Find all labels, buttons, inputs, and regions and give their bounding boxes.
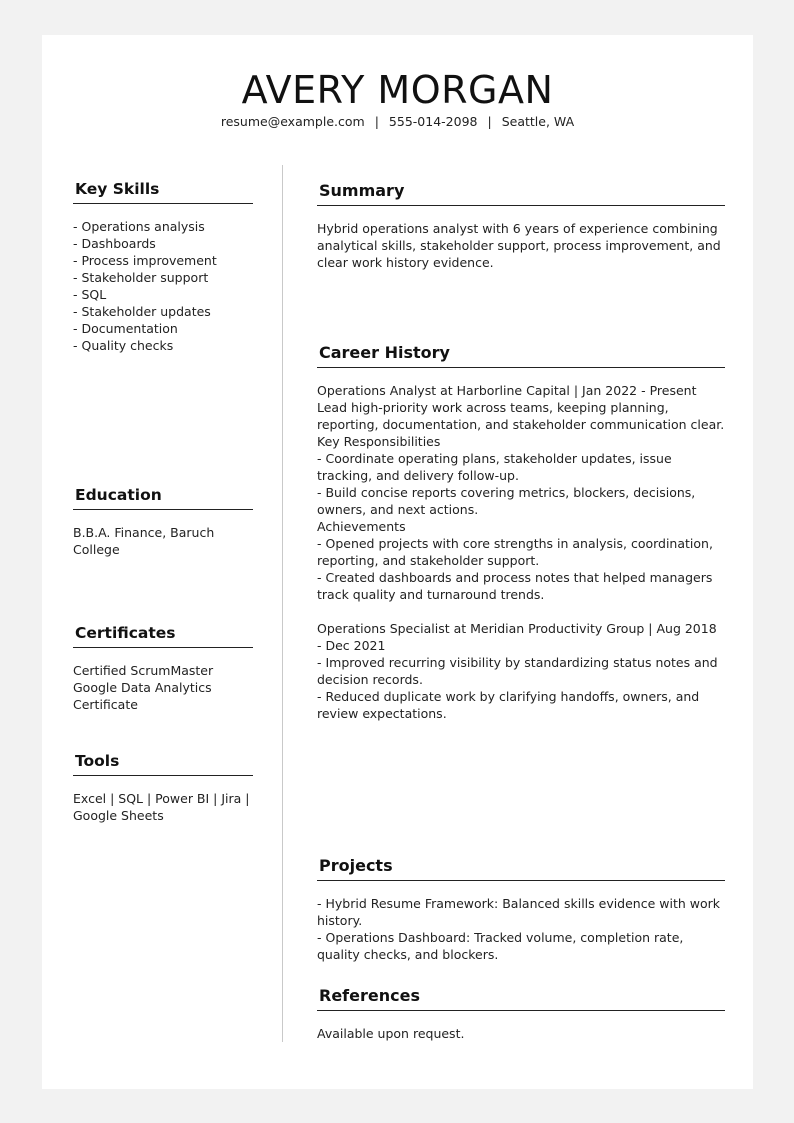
contact-line [42, 114, 753, 130]
subheading: Key Responsibilities [317, 434, 441, 449]
education-text: B.B.A. Finance, Baruch College [73, 525, 215, 557]
skills-list [73, 218, 253, 354]
job-title-line: Operations Analyst at Harborline Capital | Jan 2022 - Present [317, 383, 697, 398]
project-item: - Operations Dashboard: Tracked volume, completion rate, quality checks, and blockers. [317, 930, 684, 962]
tools-list [73, 790, 253, 824]
project-item: - Hybrid Resume Framework: Balanced skills evidence with work history. [317, 896, 721, 928]
column-divider [282, 165, 283, 1042]
projects-section [317, 856, 725, 963]
summary-text: Hybrid operations analyst with 6 years of experience combining analytical skills, stakeholder support, process improvement, and clear work history evidence. [317, 221, 721, 270]
email: resume@example.com [220, 114, 365, 129]
tools-section [73, 751, 253, 824]
job-entry [317, 620, 725, 722]
tools-line: Excel | SQL | Power BI | Jira | [73, 791, 250, 806]
section-heading: Projects [317, 856, 725, 881]
resume-page [42, 35, 753, 1089]
career-history-section [317, 343, 725, 722]
section-heading: Summary [317, 181, 725, 206]
job-entry [317, 382, 725, 603]
candidate-name: AVERY MORGAN [241, 68, 554, 112]
skill-item: - Stakeholder updates [73, 304, 211, 319]
tools-line: Google Sheets [73, 808, 164, 823]
certificate-item: Google Data Analytics [73, 680, 212, 695]
certificates-section [73, 623, 253, 713]
separator: | [487, 114, 492, 129]
skill-item: - Operations analysis [73, 219, 205, 234]
education-section [73, 485, 253, 558]
bullet-item: - Created dashboards and process notes that helped managers track quality and turnaround trends. [317, 570, 713, 602]
separator: | [374, 114, 379, 129]
skill-item: - Process improvement [73, 253, 217, 268]
skill-item: - SQL [73, 287, 107, 302]
references-section [317, 986, 725, 1042]
projects-list [317, 895, 725, 963]
bullet-item: - Improved recurring visibility by standardizing status notes and decision records. [317, 655, 718, 687]
references-text: Available upon request. [317, 1026, 465, 1041]
location: Seattle, WA [501, 114, 575, 129]
section-heading: Certificates [73, 623, 253, 648]
section-heading: Tools [73, 751, 253, 776]
section-heading: References [317, 986, 725, 1011]
subheading: Achievements [317, 519, 406, 534]
section-heading: Education [73, 485, 253, 510]
bullet-item: - Opened projects with core strengths in analysis, coordination, reporting, and stakeholder support. [317, 536, 713, 568]
key-skills-section [73, 179, 253, 354]
bullet-item: - Build concise reports covering metrics, blockers, decisions, owners, and next actions. [317, 485, 696, 517]
skill-item: - Documentation [73, 321, 178, 336]
phone: 555-014-2098 [388, 114, 478, 129]
summary-section [317, 181, 725, 271]
job-title-line: Operations Specialist at Meridian Productivity Group | Aug 2018 - Dec 2021 [317, 621, 717, 653]
certificate-item: Certified ScrumMaster [73, 663, 214, 678]
certificates-list [73, 662, 253, 713]
job-description: Lead high-priority work across teams, keeping planning, reporting, documentation, and stakeholder communication clear. [317, 400, 725, 432]
skill-item: - Quality checks [73, 338, 174, 353]
skill-item: - Dashboards [73, 236, 156, 251]
bullet-item: - Reduced duplicate work by clarifying handoffs, owners, and review expectations. [317, 689, 700, 721]
bullet-item: - Coordinate operating plans, stakeholder updates, issue tracking, and delivery follow-up. [317, 451, 672, 483]
section-heading: Career History [317, 343, 725, 368]
section-heading: Key Skills [73, 179, 253, 204]
certificate-item: Certificate [73, 697, 138, 712]
skill-item: - Stakeholder support [73, 270, 209, 285]
